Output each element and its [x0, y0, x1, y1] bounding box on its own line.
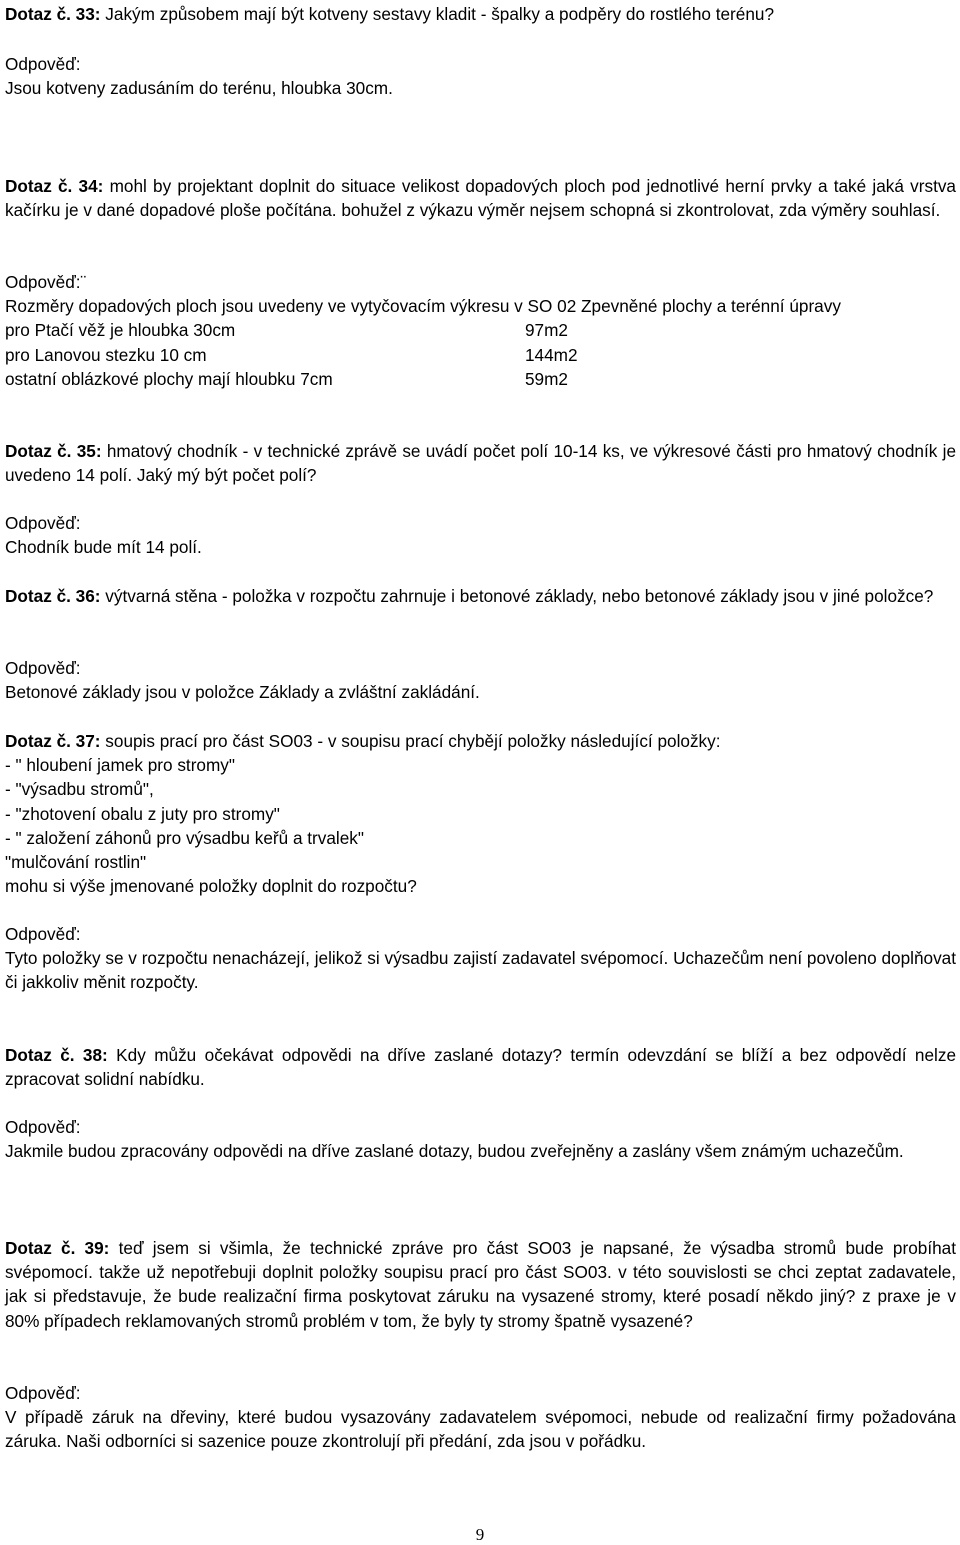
answer-37: [5, 922, 956, 995]
answer-text: Jsou kotveny zadusáním do terénu, hloubka 30cm.: [5, 78, 393, 99]
dimension-label: pro Lanovou stezku 10 cm: [5, 344, 207, 365]
page-number: 9: [475, 1525, 485, 1544]
answer-39: [5, 1381, 956, 1454]
answer-label: Odpověď:: [5, 924, 81, 944]
question-label: Dotaz č. 33:: [5, 4, 101, 24]
question-33: [5, 2, 956, 26]
question-39: [5, 1236, 956, 1333]
question-34: [5, 174, 956, 222]
answer-label: Odpověď:: [5, 54, 81, 74]
answer-label: Odpověď:¨: [5, 272, 87, 292]
question-label: Dotaz č. 35:: [5, 441, 102, 461]
dimension-label: ostatní oblázkové plochy mají hloubku 7cm: [5, 368, 333, 389]
question-38: [5, 1043, 956, 1091]
answer-36: [5, 656, 956, 704]
answer-text: Betonové základy jsou v položce Základy a zvláštní zakládání.: [5, 682, 480, 703]
question-label: Dotaz č. 38:: [5, 1045, 108, 1065]
answer-text: Chodník bude mít 14 polí.: [5, 537, 202, 558]
question-label: Dotaz č. 36:: [5, 586, 101, 606]
dimension-label: pro Ptačí věž je hloubka 30cm: [5, 320, 236, 341]
question-label: Dotaz č. 39:: [5, 1238, 110, 1258]
answer-33: [5, 52, 956, 100]
question-text: Dotaz č. 33: Jakým způsobem mají být kotveny sestavy kladit - špalky a podpěry do rostlého terénu?: [5, 4, 775, 24]
dimension-value: 97m2: [525, 320, 568, 341]
dimensions-table: [5, 318, 956, 391]
question-line: "mulčování rostlin": [5, 852, 147, 873]
question-line: mohu si výše jmenované položky doplnit do rozpočtu?: [5, 876, 417, 897]
question-line: - " hloubení jamek pro stromy": [5, 755, 236, 776]
answer-text: V případě záruk na dřeviny, které budou vysazovány zadavatelem svépomoci, nebude od realizační firmy požadována záruka. Naši odborníci si sazenice pouze zkontrolují při předání, zda jsou v pořádku.: [5, 1407, 956, 1452]
answer-label: Odpověď:: [5, 1117, 81, 1137]
question-text: Dotaz č. 37: soupis prací pro část SO03 - v soupisu prací chybějí položky následující položky:: [5, 731, 721, 751]
answer-label: Odpověď:: [5, 658, 81, 678]
question-36: [5, 584, 956, 608]
dimension-value: 144m2: [525, 344, 578, 365]
answer-34: [5, 270, 956, 391]
question-label: Dotaz č. 34:: [5, 176, 104, 196]
question-line: - "zhotovení obalu z juty pro stromy": [5, 803, 280, 824]
question-text: Dotaz č. 39: teď jsem si všimla, že technické zpráve pro část SO03 je napsané, že výsadba stromů bude probíhat svépomocí. takže už nepotřebuji doplnit položky soupisu prací pro část SO03. v této souvislosti se chci zeptat zadavatele, jak si představuje, že bude realizační firma poskytovat záruku na vysazené stromy, které posadí někdo jiný? z praxe je v 80% případech reklamovaných stromů problém v tom, že byly ty stromy špatně vysazené?: [5, 1238, 956, 1331]
answer-text: Jakmile budou zpracovány odpovědi na dříve zaslané dotazy, budou zveřejněny a zaslány všem známým uchazečům.: [5, 1141, 904, 1162]
answer-label: Odpověď:: [5, 513, 81, 533]
question-label: Dotaz č. 37:: [5, 731, 101, 751]
answer-text: Rozměry dopadových ploch jsou uvedeny ve vytyčovacím výkresu v SO 02 Zpevněné plochy a terénní úpravy: [5, 296, 841, 317]
question-text: Dotaz č. 35: hmatový chodník - v technické zprávě se uvádí počet polí 10-14 ks, ve výkresové části pro hmatový chodník je uvedeno 14 polí. Jaký mý být počet polí?: [5, 441, 956, 486]
answer-35: [5, 511, 956, 559]
question-line: - " založení záhonů pro výsadbu keřů a trvalek": [5, 827, 365, 848]
answer-text: Tyto položky se v rozpočtu nenacházejí, jelikož si výsadbu zajistí zadavatel svépomocí. Uchazečům není povoleno doplňovat či jakkoliv měnit rozpočty.: [5, 948, 956, 993]
answer-label: Odpověď:: [5, 1383, 81, 1403]
question-37: [5, 729, 956, 898]
question-text: Dotaz č. 38: Kdy můžu očekávat odpovědi na dříve zaslané dotazy? termín odevzdání se blíží a bez odpovědí nelze zpracovat solidní nabídku.: [5, 1045, 957, 1090]
question-text: Dotaz č. 34: mohl by projektant doplnit do situace velikost dopadových ploch pod jednotlivé herní prvky a také jaká vrstva kačírku je v dané dopadové ploše počítána. bohužel z výkazu výměr nejsem schopná si zkontrolovat, zda výměry souhlasí.: [5, 176, 956, 221]
answer-38: [5, 1115, 956, 1163]
question-text: Dotaz č. 36: výtvarná stěna - položka v rozpočtu zahrnuje i betonové základy, nebo betonové základy jsou v jiné položce?: [5, 586, 934, 606]
question-line: - "výsadbu stromů",: [5, 779, 154, 800]
dimension-value: 59m2: [525, 368, 568, 389]
question-35: [5, 439, 956, 487]
